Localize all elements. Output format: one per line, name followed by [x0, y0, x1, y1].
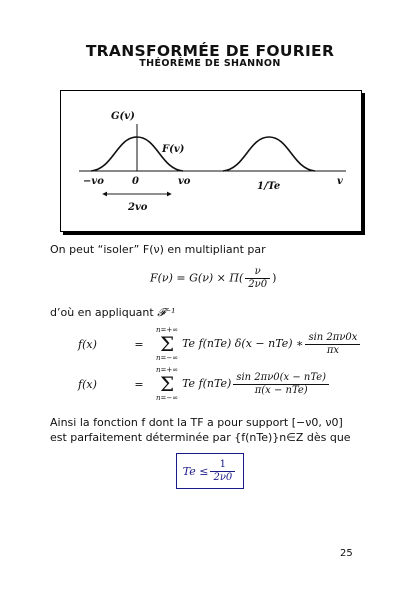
spectrum-plot	[61, 91, 361, 231]
label-zero: 0	[132, 176, 139, 187]
reconstruction-equation-2: f(x) = n=+∞ Σ n=−∞ Te f(nTe) $\frac{\text{sin 2πν0(x − nTe)}}{\text{π(x − nTe)}}$	[78, 366, 331, 402]
inverse-sentence: d’où en appliquant 𝓕⁻¹	[50, 306, 176, 319]
label-v: v	[337, 176, 343, 187]
replica-bell-curve	[223, 137, 315, 171]
page-subtitle: THÉORÈME DE SHANNON	[139, 58, 281, 69]
spectrum-figure	[60, 90, 362, 232]
conclusion-line-2: est parfaitement déterminée par {f(nTe)}n∈Z dès que	[50, 431, 351, 444]
label-G: G(v)	[111, 111, 135, 122]
label-vo: vo	[178, 176, 191, 187]
sampling-condition-box: Te ≤ $\frac{1}{2\nu 0}$	[176, 453, 244, 489]
page-number: 25	[340, 548, 353, 559]
label-F: F(v)	[162, 144, 185, 155]
label-2vo: 2vo	[128, 202, 148, 213]
page-title: TRANSFORMÉE DE FOURIER	[85, 42, 335, 60]
label-1-over-Te: 1/Te	[257, 181, 281, 192]
label-minus-vo: −vo	[83, 176, 104, 187]
intro-sentence: On peut “isoler” F(ν) en multipliant par	[50, 243, 266, 256]
filter-equation: F(ν) = G(ν) × Π( $\frac{\nu}{2\nu 0}$ )	[150, 266, 277, 290]
conclusion-line-1: Ainsi la fonction f dont la TF a pour support [−ν0, ν0]	[50, 416, 343, 429]
reconstruction-equation-1: f(x) = n=+∞ Σ n=−∞ Te f(nTe) δ(x − nTe) ∗ $\frac{\sin 2\pi\nu 0x}{\pi x}$	[78, 326, 362, 362]
